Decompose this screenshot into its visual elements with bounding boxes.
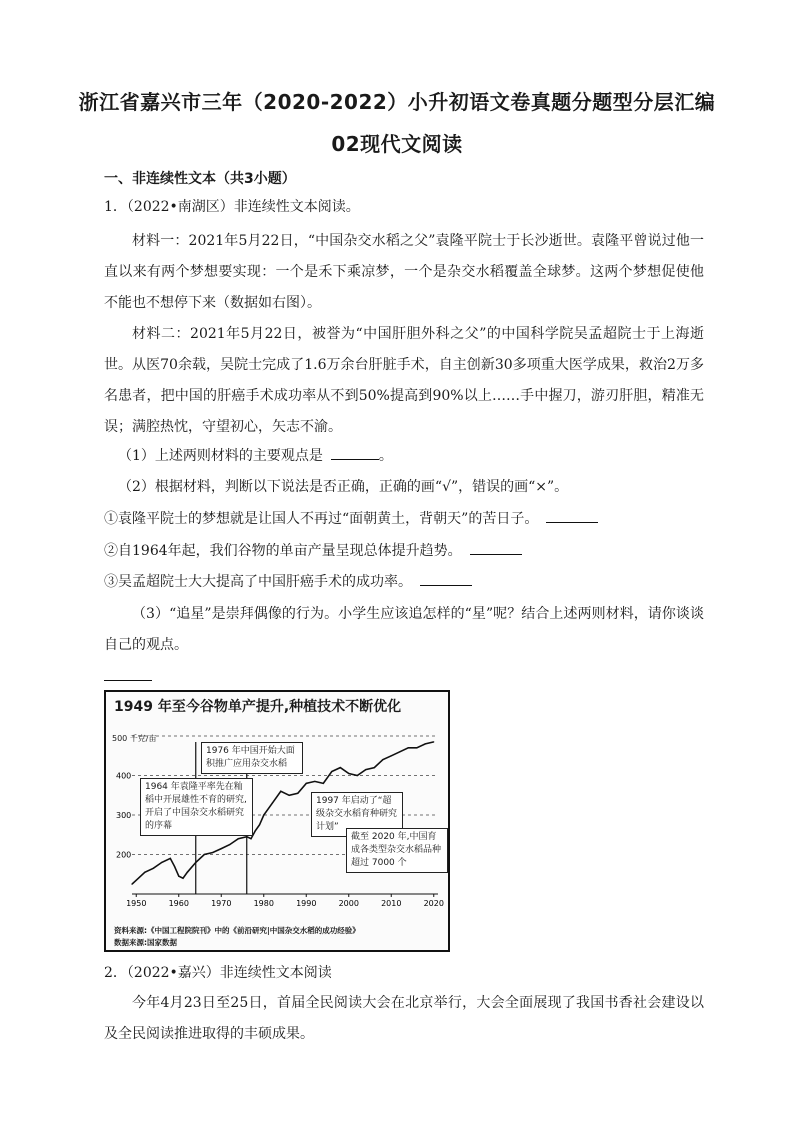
data-point — [365, 769, 366, 770]
judgement-3 — [104, 571, 472, 593]
material-one: 材料一：2021年5月22日，“中国杂交水稻之父”袁隆平院士于长沙逝世。袁隆平曾说过他一直以来有两个梦想要实现：一个是禾下乘凉梦，一个是杂交水稻覆盖全球梦。这两个梦想促使他不能也不想停下来（数据如右图）。 — [104, 233, 704, 311]
judgement-2-text: ②自1964年起，我们谷物的单亩产量呈现总体提升趋势。 — [104, 543, 462, 559]
x-tick-1950: 1950 — [126, 899, 147, 908]
data-point — [144, 872, 145, 873]
question-intro: 1．（2022•南湖区）非连续性文本阅读。 — [104, 199, 360, 215]
y-axis-label: 500 千克/亩 — [112, 734, 157, 743]
data-point — [357, 775, 358, 776]
data-point — [238, 838, 239, 839]
sub-question-3: （3）“追星”是崇拜偶像的行为。小学生应该追怎样的“星”呢？结合上述两则材料，请你谈谈自己的观点。 — [104, 606, 704, 653]
data-point — [255, 830, 256, 831]
data-point — [297, 793, 298, 794]
judgement-3-text: ③吴孟超院士大大提高了中国肝癌手术的成功率。 — [104, 574, 412, 590]
data-point — [272, 803, 273, 804]
data-point — [340, 767, 341, 768]
data-point — [425, 743, 426, 744]
sub-question-1-text: （1）上述两则材料的主要观点是 — [118, 448, 323, 464]
judgement-1-text: ①袁隆平院士的梦想就是让国人不再过“面朝黄土，背朝天”的苦日子。 — [104, 511, 539, 527]
data-point — [391, 755, 392, 756]
data-point — [221, 848, 222, 849]
data-point — [408, 747, 409, 748]
data-point — [323, 783, 324, 784]
data-point — [348, 773, 349, 774]
annotation-1976: 1976 年中国开始大面积推广应用杂交水稻 — [201, 742, 303, 774]
chart-data-source: 数据来源:国家数据 — [114, 938, 177, 947]
y-tick-200: 200 — [116, 850, 132, 860]
chart-source: 资料来源:《中国工程院院刊》中的《前沿研究|中国杂交水稻的成功经验》 — [114, 926, 360, 935]
data-point — [204, 854, 205, 855]
sub-question-1 — [118, 445, 393, 467]
x-tick-1990: 1990 — [296, 899, 317, 908]
data-point — [174, 866, 175, 867]
data-point — [229, 844, 230, 845]
data-point — [131, 884, 132, 885]
data-point — [250, 838, 251, 839]
answer-blank-1[interactable] — [331, 445, 379, 460]
data-point — [182, 878, 183, 879]
question-2-intro: 2．（2022•嘉兴）非连续性文本阅读 — [104, 965, 332, 981]
data-point — [289, 795, 290, 796]
data-point — [246, 836, 247, 837]
data-point — [374, 767, 375, 768]
judgement-1 — [104, 508, 598, 530]
data-point — [416, 747, 417, 748]
answer-blank-j1[interactable] — [546, 508, 598, 523]
data-point — [433, 741, 434, 742]
data-point — [153, 868, 154, 869]
data-point — [382, 759, 383, 760]
sub-question-1-end: 。 — [378, 448, 393, 464]
material-two: 材料二：2021年5月22日，被誉为“中国肝胆外科之父”的中国科学院吴孟超院士于上海逝世。从医70余载，吴院士完成了1.6万余台肝脏手术，自主创新30多项重大医学成果，救治2万多名患者，把中国的肝癌手术成功率从不到50%提高到90%以上……手中握刀，游刃肝胆，精准无误；满腔热忱，守望初心，矢志不渝。 — [104, 326, 704, 435]
x-tick-2000: 2000 — [338, 899, 359, 908]
x-tick-2010: 2010 — [381, 899, 402, 908]
data-point — [170, 858, 171, 859]
data-point — [259, 824, 260, 825]
chart-title: 1949 年至今谷物单产提升,种植技术不断优化 — [114, 699, 402, 715]
data-point — [314, 781, 315, 782]
yield-chart — [104, 690, 450, 952]
data-point — [178, 876, 179, 877]
data-point — [331, 771, 332, 772]
data-point — [161, 862, 162, 863]
answer-blank-j3[interactable] — [420, 571, 472, 586]
data-point — [263, 814, 264, 815]
data-point — [212, 852, 213, 853]
y-tick-400: 400 — [116, 771, 132, 781]
y-tick-300: 300 — [116, 811, 132, 820]
data-point — [280, 791, 281, 792]
x-tick-1960: 1960 — [168, 899, 189, 908]
document-subtitle: 02现代文阅读 — [331, 132, 463, 156]
answer-blank-3[interactable] — [104, 680, 152, 681]
x-tick-2020: 2020 — [423, 899, 444, 908]
annotation-1964: 1964 年袁隆平率先在籼稻中开展雄性不育的研究,开启了中国杂交水稻研究的序幕 — [140, 778, 253, 836]
data-point — [195, 862, 196, 863]
answer-blank-j2[interactable] — [470, 540, 522, 555]
sub-question-2: （2）根据材料，判断以下说法是否正确，正确的画“√”，错误的画“×”。 — [118, 479, 569, 495]
data-point — [136, 880, 137, 881]
data-point — [306, 783, 307, 784]
data-point — [399, 751, 400, 752]
x-tick-1980: 1980 — [253, 899, 274, 908]
judgement-2 — [104, 540, 522, 562]
section-heading: 一、非连续性文本（共3小题） — [104, 171, 296, 187]
x-tick-1970: 1970 — [211, 899, 232, 908]
data-point — [187, 872, 188, 873]
document-title: 浙江省嘉兴市三年（2020-2022）小升初语文卷真题分题型分层汇编 — [78, 90, 716, 114]
annotation-2020: 截至 2020 年,中国育成各类型杂交水稻品种超过 7000 个 — [346, 828, 448, 873]
question-2-text: 今年4月23日至25日，首届全民阅读大会在北京举行，大会全面展现了我国书香社会建设以及全民阅读推进取得的丰硕成果。 — [104, 995, 704, 1042]
annotation-1997: 1997 年启动了“超级杂交水稻育种研究计划” — [311, 792, 403, 837]
